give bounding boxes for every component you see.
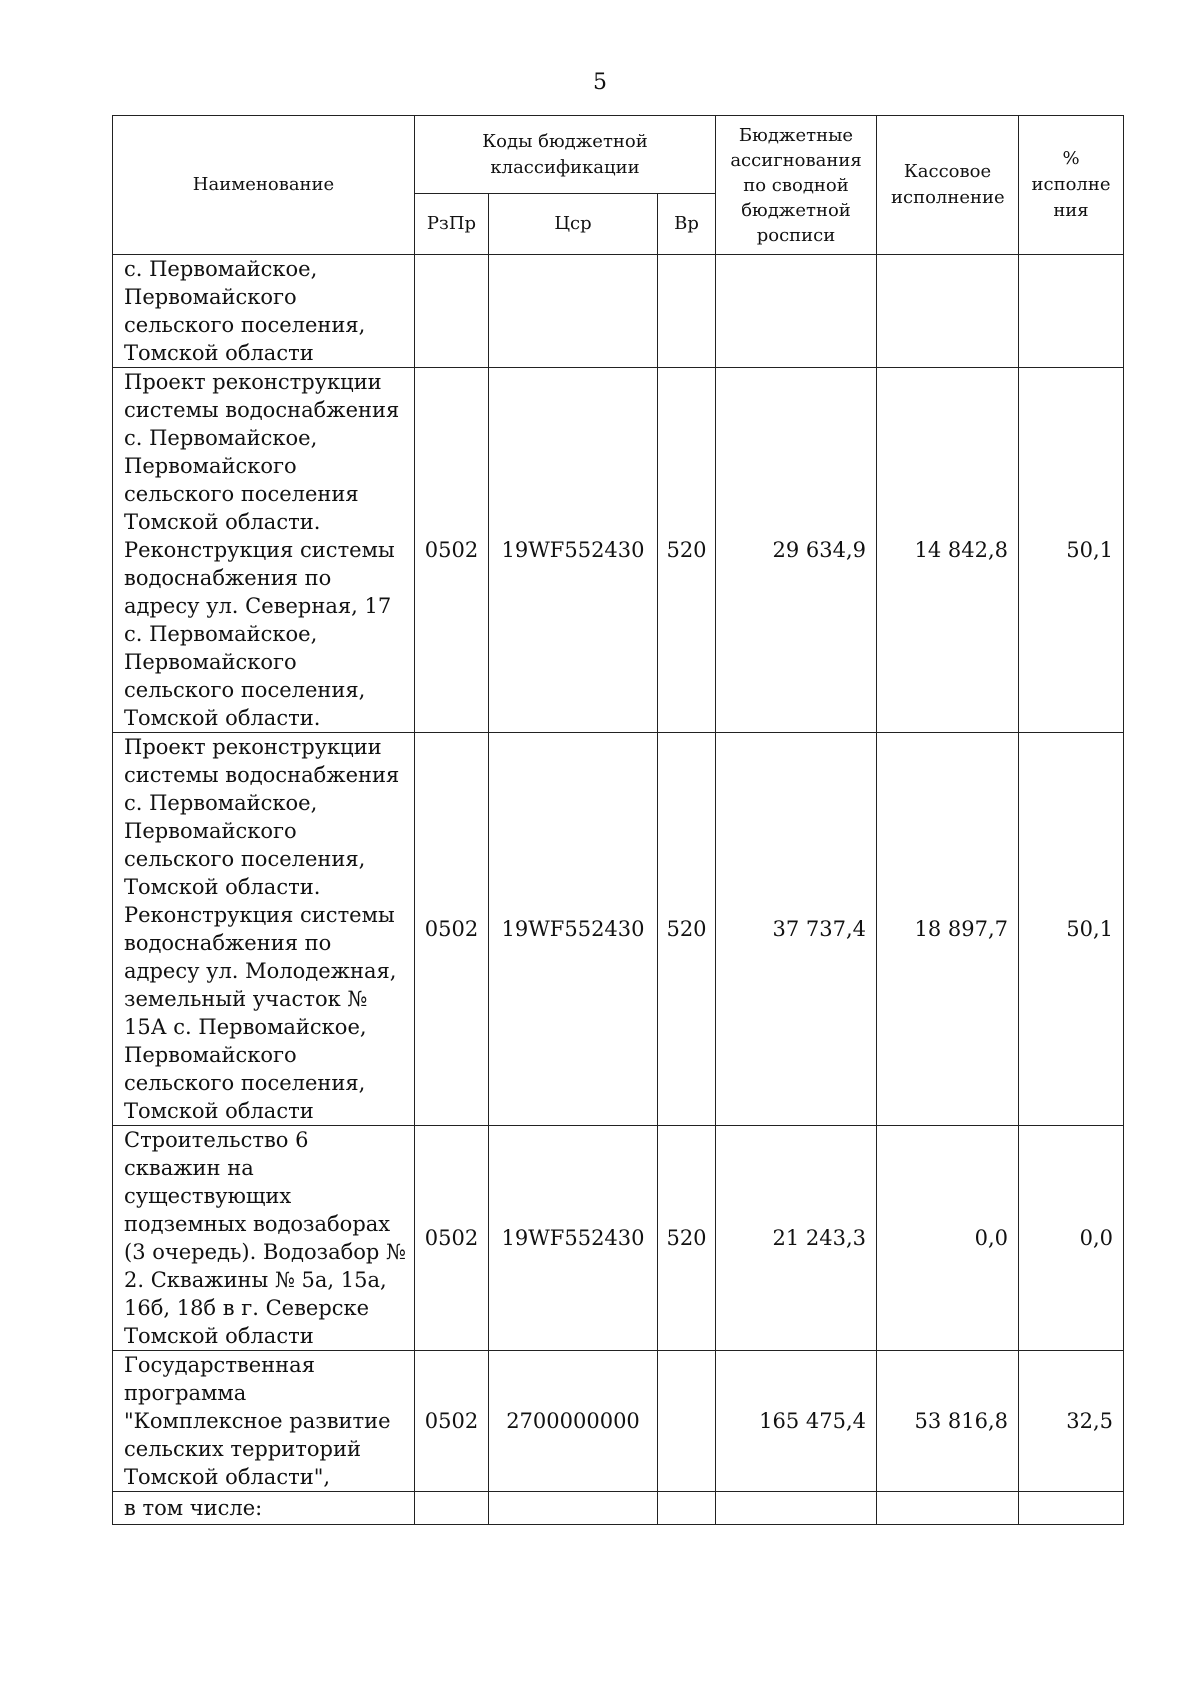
row-cash: 53 816,8	[877, 1351, 1019, 1492]
row-assignments: 21 243,3	[716, 1126, 877, 1351]
row-assignments	[716, 255, 877, 368]
row-rzpr	[415, 255, 489, 368]
header-row	[113, 116, 1124, 194]
row-csr	[489, 1492, 658, 1525]
row-percent: 32,5	[1019, 1351, 1124, 1492]
row-name: Проект реконструкции системы водоснабжения с. Первомайское, Первомайского сельского поселения, Томской области. Реконструкция системы водоснабжения по адресу ул. Молодежная, земельный участок № 15А с. Первомайское, Первомайского сельского поселения, Томской области	[113, 733, 415, 1126]
table-row	[113, 1126, 1124, 1351]
row-name: с. Первомайское, Первомайского сельского поселения, Томской области	[113, 255, 415, 368]
row-csr	[489, 255, 658, 368]
row-csr: 19WF552430	[489, 1126, 658, 1351]
row-name: в том числе:	[113, 1492, 415, 1525]
row-vr: 520	[658, 1126, 716, 1351]
row-vr	[658, 1351, 716, 1492]
row-csr: 19WF552430	[489, 368, 658, 733]
row-percent	[1019, 255, 1124, 368]
header-vr: Вр	[658, 194, 716, 255]
row-cash	[877, 255, 1019, 368]
row-rzpr: 0502	[415, 1351, 489, 1492]
table-row	[113, 368, 1124, 733]
row-rzpr: 0502	[415, 733, 489, 1126]
header-csr: Цср	[489, 194, 658, 255]
budget-table	[112, 115, 1124, 1525]
row-assignments	[716, 1492, 877, 1525]
header-rzpr: РзПр	[415, 194, 489, 255]
row-csr: 2700000000	[489, 1351, 658, 1492]
row-assignments: 29 634,9	[716, 368, 877, 733]
row-cash	[877, 1492, 1019, 1525]
row-cash: 14 842,8	[877, 368, 1019, 733]
row-percent: 50,1	[1019, 368, 1124, 733]
row-percent	[1019, 1492, 1124, 1525]
row-vr	[658, 1492, 716, 1525]
row-cash: 0,0	[877, 1126, 1019, 1351]
row-csr: 19WF552430	[489, 733, 658, 1126]
table-row	[113, 255, 1124, 368]
table-row-program	[113, 1351, 1124, 1492]
row-percent: 0,0	[1019, 1126, 1124, 1351]
row-name: Проект реконструкции системы водоснабжения с. Первомайское, Первомайского сельского поселения Томской области. Реконструкция системы водоснабжения по адресу ул. Северная, 17 с. Первомайское, Первомайского сельского поселения, Томской области.	[113, 368, 415, 733]
header-percent: % исполне ния	[1019, 116, 1124, 255]
row-rzpr	[415, 1492, 489, 1525]
page-number: 5	[593, 70, 607, 95]
header-cash: Кассовое исполнение	[877, 116, 1019, 255]
row-vr: 520	[658, 368, 716, 733]
header-assignments: Бюджетные ассигнования по сводной бюджетной росписи	[716, 116, 877, 255]
row-assignments: 165 475,4	[716, 1351, 877, 1492]
row-rzpr: 0502	[415, 368, 489, 733]
row-rzpr: 0502	[415, 1126, 489, 1351]
table-row	[113, 733, 1124, 1126]
row-vr	[658, 255, 716, 368]
table-row	[113, 1492, 1124, 1525]
row-name: Строительство 6 скважин на существующих подземных водозаборах (3 очередь). Водозабор № 2. Скважины № 5а, 15а, 16б, 18б в г. Северске Томской области	[113, 1126, 415, 1351]
header-codes-group: Коды бюджетной классификации	[415, 116, 716, 194]
row-vr: 520	[658, 733, 716, 1126]
row-name: Государственная программа "Комплексное развитие сельских территорий Томской области",	[113, 1351, 415, 1492]
header-name: Наименование	[113, 116, 415, 255]
row-percent: 50,1	[1019, 733, 1124, 1126]
row-cash: 18 897,7	[877, 733, 1019, 1126]
row-assignments: 37 737,4	[716, 733, 877, 1126]
